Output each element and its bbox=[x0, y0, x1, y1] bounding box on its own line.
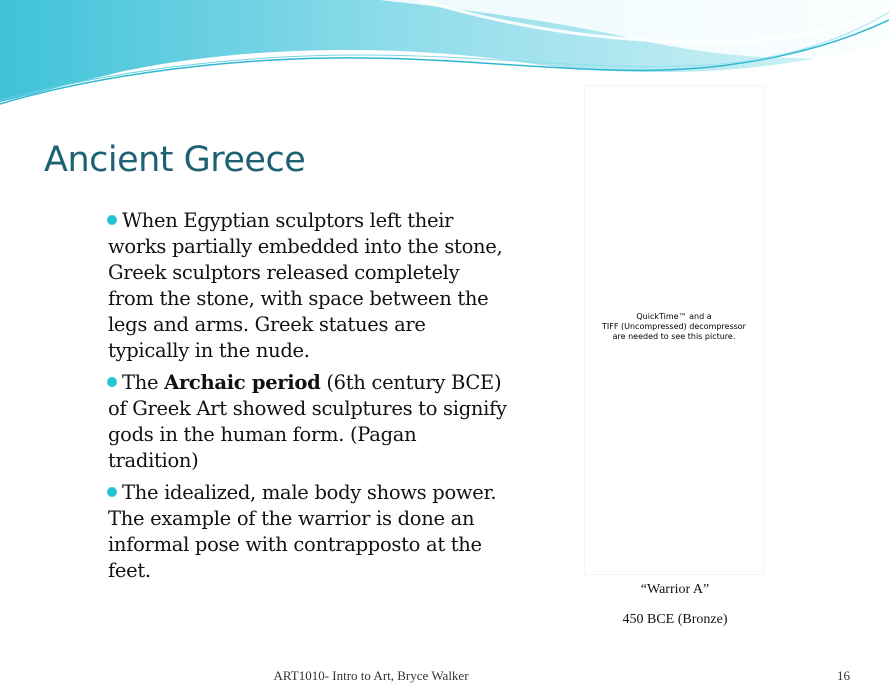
bullet-dot-icon bbox=[107, 377, 117, 387]
caption-title: “Warrior A” bbox=[640, 582, 710, 597]
bullet-item-3 bbox=[108, 480, 508, 584]
bullet-text-3: The idealized, male body shows power. The example of the warrior is done an informal pose with contrapposto at the feet. bbox=[108, 481, 497, 582]
bullet-dot-icon bbox=[107, 487, 117, 497]
bullet-list bbox=[108, 208, 508, 590]
caption-date: 450 BCE (Bronze) bbox=[622, 612, 728, 627]
bullet-item-2 bbox=[108, 370, 508, 474]
picture-placeholder-message: QuickTime™ and a TIFF (Uncompressed) decompressor are needed to see this picture. bbox=[602, 312, 746, 341]
bullet-item-1 bbox=[108, 208, 508, 364]
page-number: 16 bbox=[837, 668, 850, 683]
picture-placeholder bbox=[585, 86, 763, 574]
bullet-dot-icon bbox=[107, 215, 117, 225]
slide-title: Ancient Greece bbox=[44, 140, 306, 180]
bullet-text-2a: The bbox=[122, 371, 165, 394]
bullet-text-2b: (6th century BCE) of Greek Art showed sculptures to signify gods in the human form. (Pagan tradition) bbox=[108, 371, 507, 472]
bullet-text-2-bold: Archaic period bbox=[164, 371, 321, 394]
footer-text: ART1010- Intro to Art, Bryce Walker bbox=[273, 668, 469, 683]
bullet-text-1: When Egyptian sculptors left their works partially embedded into the stone, Greek sculptors released completely from the stone, with space between the legs and arms. Greek statues are typically in the nude. bbox=[108, 209, 503, 362]
